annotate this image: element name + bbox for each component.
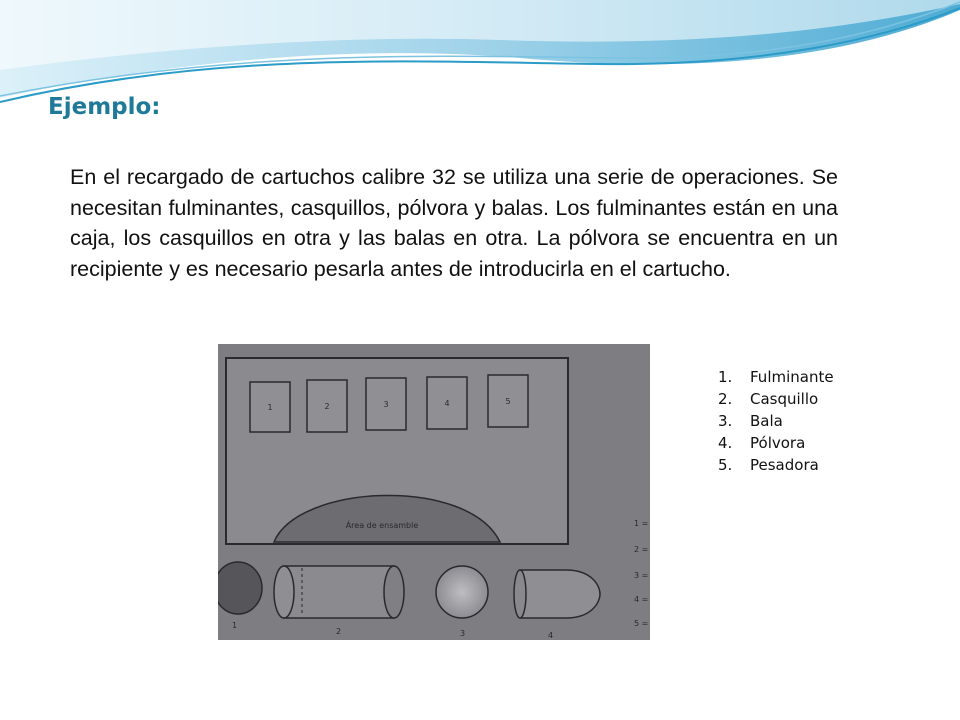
bin-label: 2 <box>324 402 330 411</box>
side-label: 2 = <box>634 545 649 554</box>
list-item <box>718 432 834 454</box>
example-paragraph: En el recargado de cartuchos calibre 32 se utiliza una serie de operaciones. Se necesitan fulminantes, casquillos, pólvora y balas. Los fulminantes están en una caja, los casquillos en otra y las balas en otra. La pólvora se encuentra en un recipiente y es necesario pesarla antes de introducirla en el cartucho. <box>70 165 838 281</box>
primer-drawing <box>218 562 262 614</box>
list-item <box>718 410 834 432</box>
list-item-label: Pólvora <box>750 434 806 452</box>
bin-label: 1 <box>267 403 273 412</box>
list-item-number: 4. <box>718 434 733 452</box>
part-label: 2 <box>336 627 342 636</box>
bin-label: 3 <box>383 400 389 409</box>
part-label: 1 <box>232 621 238 630</box>
list-item-number: 5. <box>718 456 733 474</box>
list-item-label: Casquillo <box>750 390 819 408</box>
list-item-number: 2. <box>718 390 733 408</box>
side-label: 5 = <box>634 619 649 628</box>
components-list <box>718 366 834 476</box>
slide-title: Ejemplo: <box>48 94 161 120</box>
part-label: 3 <box>460 629 466 638</box>
side-label: 1 = <box>634 519 649 528</box>
bin-label: 4 <box>444 399 450 408</box>
list-item-label: Fulminante <box>750 368 834 386</box>
list-item <box>718 454 834 476</box>
bullet-drawing <box>520 570 600 618</box>
side-label: 4 = <box>634 595 649 604</box>
list-item-number: 1. <box>718 368 733 386</box>
powder-drawing <box>436 566 488 618</box>
casing-drawing <box>274 566 404 618</box>
side-label: 3 = <box>634 571 649 580</box>
list-item-label: Bala <box>750 412 783 430</box>
list-item <box>718 388 834 410</box>
part-label: 4 <box>548 631 554 640</box>
assembly-area-label: Área de ensamble <box>345 521 419 530</box>
workstation-layout-photo <box>218 344 650 640</box>
list-item <box>718 366 834 388</box>
list-item-label: Pesadora <box>750 456 819 474</box>
bin-label: 5 <box>505 397 511 406</box>
list-item-number: 3. <box>718 412 733 430</box>
